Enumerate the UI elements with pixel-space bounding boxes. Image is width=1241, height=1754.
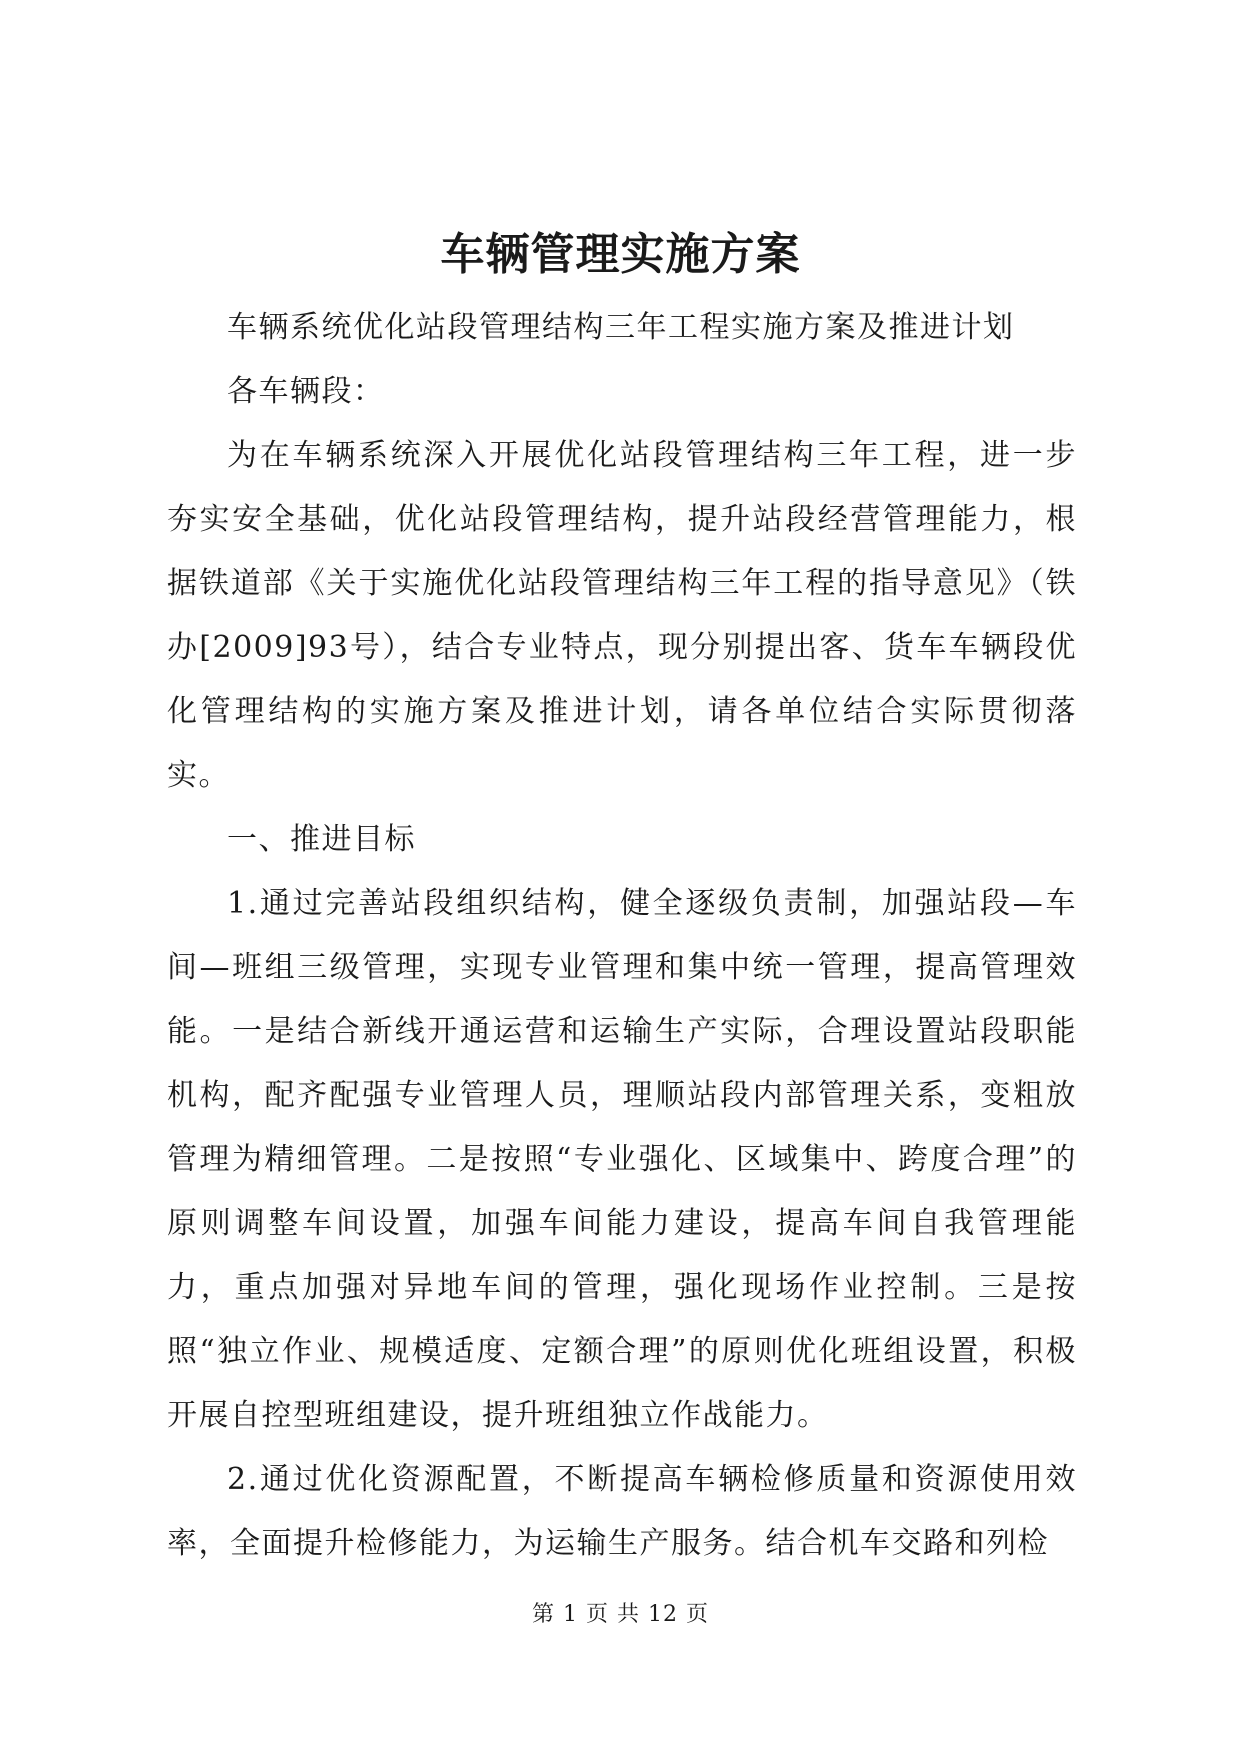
document-title: 车辆管理实施方案 (440, 229, 801, 280)
section-heading: 一、推进目标 (227, 822, 416, 857)
page-footer: 第 1 页 共 12 页 (532, 1602, 709, 1627)
paragraph-intro: 为在车辆系统深入开展优化站段管理结构三年工程，进一步夯实安全基础，优化站段管理结构，提升站段经营管理能力，根据铁道部《关于实施优化站段管理结构三年工程的指导意见》（铁办[2009]93号），结合专业特点，现分别提出客、货车车辆段优化管理结构的实施方案及推进计划，请各单位结合实际贯彻落实。 (167, 438, 1077, 793)
paragraph-item-2: 2.通过优化资源配置，不断提高车辆检修质量和资源使用效率，全面提升检修能力，为运输生产服务。结合机车交路和列检 (167, 1462, 1077, 1561)
paragraph-salutation: 各车辆段： (227, 374, 385, 409)
paragraph-subtitle: 车辆系统优化站段管理结构三年工程实施方案及推进计划 (227, 310, 1015, 345)
document-body (167, 296, 1077, 1576)
paragraph-item-1: 1.通过完善站段组织结构，健全逐级负责制，加强站段—车间—班组三级管理，实现专业管理和集中统一管理，提高管理效能。一是结合新线开通运营和运输生产实际，合理设置站段职能机构，配齐配强专业管理人员，理顺站段内部管理关系，变粗放管理为精细管理。二是按照“专业强化、区域集中、跨度合理”的原则调整车间设置，加强车间能力建设，提高车间自我管理能力，重点加强对异地车间的管理，强化现场作业控制。三是按照“独立作业、规模适度、定额合理”的原则优化班组设置，积极开展自控型班组建设，提升班组独立作战能力。 (167, 886, 1077, 1433)
